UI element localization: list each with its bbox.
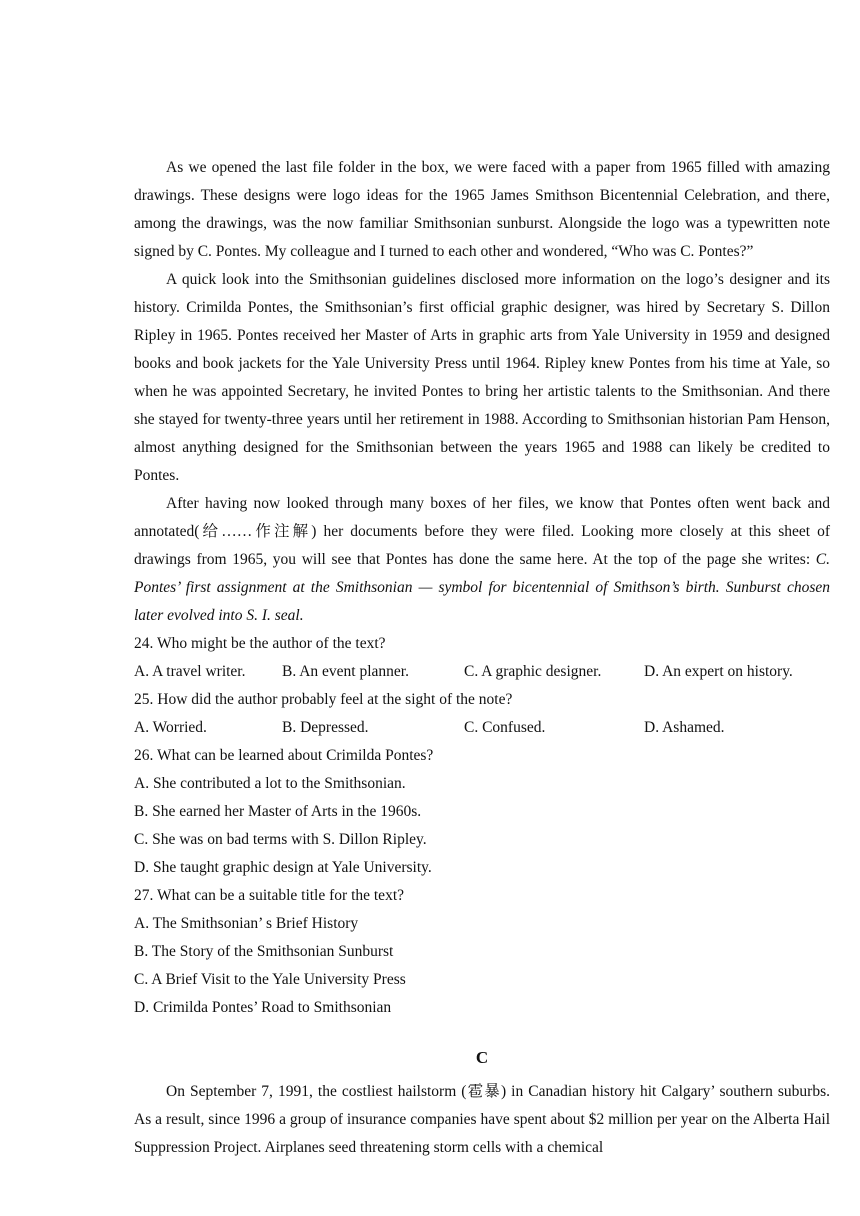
- section-c-paragraph-1: On September 7, 1991, the costliest hailstorm (雹暴) in Canadian history hit Calgary’ southern suburbs. As a result, since 1996 a group of insurance companies have spent about $2 million per year on the Alberta Hail Suppression Project. Airplanes seed threatening storm cells with a chemical: [134, 1083, 830, 1156]
- question-25-stem: 25. How did the author probably feel at the sight of the note?: [134, 691, 513, 708]
- question-24-option-b: B. An event planner.: [282, 663, 409, 680]
- section-c-heading: C: [475, 1048, 489, 1067]
- question-26-option-d: D. She taught graphic design at Yale University.: [134, 859, 432, 876]
- passage-paragraph-3: [134, 490, 830, 630]
- question-27-stem: 27. What can be a suitable title for the text?: [134, 887, 405, 904]
- question-27-option-d: D. Crimilda Pontes’ Road to Smithsonian: [134, 999, 392, 1016]
- question-25-option-d: D. Ashamed.: [644, 719, 725, 736]
- question-25-option-c: C. Confused.: [464, 719, 546, 736]
- question-26-stem: 26. What can be learned about Crimilda Pontes?: [134, 747, 434, 764]
- passage-paragraph-2: A quick look into the Smithsonian guidelines disclosed more information on the logo’s designer and its history. Crimilda Pontes, the Smithsonian’s first official graphic designer, was hired by Secretary S. Dillon Ripley in 1965. Pontes received her Master of Arts in graphic arts from Yale University in 1959 and designed books and book jackets for the Yale University Press until 1964. Ripley knew Pontes from his time at Yale, so when he was appointed Secretary, he invited Pontes to bring her artistic talents to the Smithsonian. And there she stayed for twenty-three years until her retirement in 1988. According to Smithsonian historian Pam Henson, almost anything designed for the Smithsonian between the years 1965 and 1988 can likely be credited to Pontes.: [134, 271, 830, 484]
- question-24-option-a: A. A travel writer.: [134, 663, 246, 680]
- question-26-option-c: C. She was on bad terms with S. Dillon Ripley.: [134, 831, 427, 848]
- question-26-option-a: A. She contributed a lot to the Smithsonian.: [134, 775, 406, 792]
- question-26-option-b: B. She earned her Master of Arts in the 1960s.: [134, 803, 422, 820]
- question-24-stem: 24. Who might be the author of the text?: [134, 635, 386, 652]
- passage-paragraph-1: As we opened the last file folder in the box, we were faced with a paper from 1965 filled with amazing drawings. These designs were logo ideas for the 1965 James Smithson Bicentennial Celebration, and there, among the drawings, was the now familiar Smithsonian sunburst. Alongside the logo was a typewritten note signed by C. Pontes. My colleague and I turned to each other and wondered, “Who was C. Pontes?”: [134, 159, 830, 260]
- passage-b: [134, 154, 830, 1162]
- question-24-options: [134, 658, 830, 686]
- question-25-option-b: B. Depressed.: [282, 719, 369, 736]
- question-27-option-b: B. The Story of the Smithsonian Sunburst: [134, 943, 394, 960]
- question-25-options: [134, 714, 830, 742]
- question-24-option-c: C. A graphic designer.: [464, 663, 602, 680]
- question-25-option-a: A. Worried.: [134, 719, 207, 736]
- question-27-option-c: C. A Brief Visit to the Yale University Press: [134, 971, 406, 988]
- question-27-option-a: A. The Smithsonian’ s Brief History: [134, 915, 359, 932]
- paragraph-3-text: After having now looked through many boxes of her files, we know that Pontes often went back and annotated(给……作注解) her documents before they were filed. Looking more closely at this sheet of drawings from 1965, you will see that Pontes has done the same here. At the top of the page she writes:: [134, 495, 830, 568]
- pontes-annotation-quote: C. Pontes’ first assignment at the Smithsonian — symbol for bicentennial of Smithson’s birth. Sunburst chosen later evolved into S. I. seal.: [134, 551, 830, 624]
- question-24-option-d: D. An expert on history.: [644, 663, 793, 680]
